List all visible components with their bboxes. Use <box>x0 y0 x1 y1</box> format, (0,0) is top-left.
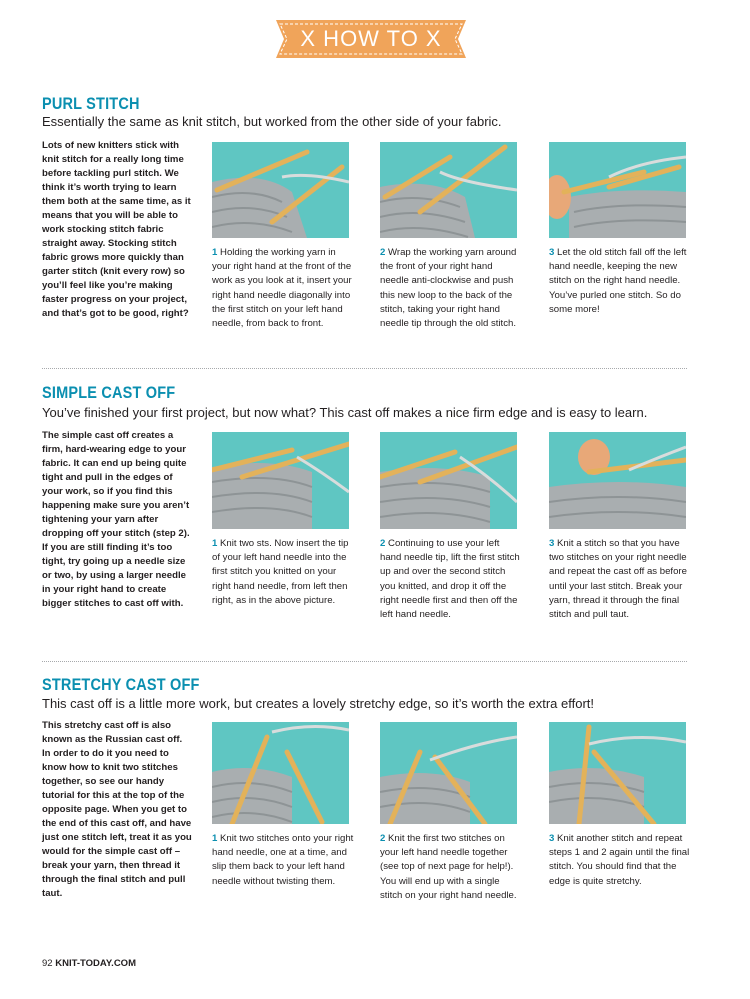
section-divider <box>42 368 687 369</box>
purl-step-2-number: 2 <box>380 247 386 258</box>
stretchy-step-1-number: 1 <box>212 833 218 844</box>
cast-off-step-1 <box>212 432 354 608</box>
cast-off-step-2-text: Continuing to use your left hand needle tip, lift the first stitch up and over the second stitch you knitted, and drop it off the right needle first and then off the left hand needle. <box>380 538 520 621</box>
purl-step-2-photo <box>380 142 517 238</box>
section-intro-purl-stitch: Lots of new knitters stick with knit stitch for a really long time before tackling purl stitch. We think it’s worth trying to learn them both at the same time, as it means that you will be able to work stocking stitch fabric straight away. Stocking stitch fabric grows more quickly than garter stitch (knit every row) so you’ll feel like you’re making faster progress on your project, and that’s got to be good, right? <box>42 140 191 319</box>
purl-step-2 <box>380 142 522 331</box>
purl-step-2-text: Wrap the working yarn around the front of your right hand needle anti-clockwise and push this new loop to the back of the stitch, taking your right hand needle tip through the old stitch. <box>380 247 517 330</box>
stretchy-step-2-text: Knit the first two stitches on your left hand needle together (see top of next page for help!). You will end up with a single stitch on your right hand needle. <box>380 833 517 901</box>
page-footer <box>42 958 136 969</box>
section-title-simple-cast-off: SIMPLE CAST OFF <box>42 384 176 402</box>
cast-off-step-2-number: 2 <box>380 538 386 549</box>
banner-title: X HOW TO X <box>300 26 442 51</box>
stretchy-step-2-photo <box>380 722 517 824</box>
purl-step-1-text: Holding the working yarn in your right hand at the front of the work as you look at it, insert your right hand needle diagonally into the first stitch on your left hand needle, from back to front. <box>212 247 352 330</box>
cast-off-step-2 <box>380 432 522 622</box>
section-subtitle-simple-cast-off: You’ve finished your first project, but now what? This cast off makes a nice firm edge and is easy to learn. <box>42 405 648 420</box>
purl-step-3-number: 3 <box>549 247 555 258</box>
cast-off-step-1-text: Knit two sts. Now insert the tip of your left hand needle into the first stitch you knitted on your right hand needle, from left then right, as in the above picture. <box>212 538 349 606</box>
cast-off-step-3-photo <box>549 432 686 529</box>
purl-step-1 <box>212 142 354 331</box>
cast-off-step-1-number: 1 <box>212 538 218 549</box>
section-intro-simple-cast-off: The simple cast off creates a firm, hard-wearing edge to your fabric. It can end up being quite tight and pull in the edges of your work, so if you find this happening make sure you aren’t tightening your yarn after dropping off your stitch (step 2). If you are still finding it’s too tight, try going up a needle size or two, by using a larger needle in your right hand to create bigger stitches to cast off with. <box>42 430 190 609</box>
section-subtitle-stretchy-cast-off: This cast off is a little more work, but creates a lovely stretchy edge, so it’s worth the extra effort! <box>42 696 595 711</box>
footer-site: KNIT-TODAY.COM <box>55 958 136 969</box>
section-intro-stretchy-cast-off: This stretchy cast off is also known as the Russian cast off. In order to do it you need to know how to knit two stitches together, so see our handy tutorial for this at the top of the opposite page. When you get to the end of this cast off, and have just one stitch left, treat it as you would for the simple cast off – break your yarn, then thread it through the final stitch and pull taut. <box>42 720 192 899</box>
purl-step-1-photo <box>212 142 349 238</box>
cast-off-step-3-text: Knit a stitch so that you have two stitches on your right needle and repeat the cast off as before until your last stitch. Break your yarn, thread it through the final stitch and pull taut. <box>549 538 687 621</box>
stretchy-step-1-text: Knit two stitches onto your right hand needle, one at a time, and slip them back to your left hand needle without twisting them. <box>212 833 354 887</box>
how-to-banner <box>276 18 466 60</box>
cast-off-step-2-photo <box>380 432 517 529</box>
purl-step-3-text: Let the old stitch fall off the left hand needle, keeping the new stitch on the right hand needle. You’ve purled one stitch. So do some more! <box>549 247 687 315</box>
purl-step-3 <box>549 142 691 317</box>
stretchy-step-2 <box>380 722 522 903</box>
cast-off-step-3-number: 3 <box>549 538 555 549</box>
stretchy-step-3-number: 3 <box>549 833 555 844</box>
purl-step-3-photo <box>549 142 686 238</box>
stretchy-step-1-photo <box>212 722 349 824</box>
section-title-stretchy-cast-off: STRETCHY CAST OFF <box>42 676 200 694</box>
stretchy-step-3 <box>549 722 691 889</box>
stretchy-step-2-number: 2 <box>380 833 386 844</box>
stretchy-step-3-text: Knit another stitch and repeat steps 1 and 2 again until the final stitch. You should find that the edge is quite stretchy. <box>549 833 690 887</box>
section-subtitle-purl-stitch: Essentially the same as knit stitch, but worked from the other side of your fabric. <box>42 114 502 129</box>
page-number: 92 <box>42 958 53 969</box>
section-divider <box>42 661 687 662</box>
purl-step-1-number: 1 <box>212 247 218 258</box>
section-title-purl-stitch: PURL STITCH <box>42 95 140 113</box>
cast-off-step-3 <box>549 432 691 622</box>
stretchy-step-1 <box>212 722 354 889</box>
cast-off-step-1-photo <box>212 432 349 529</box>
stretchy-step-3-photo <box>549 722 686 824</box>
